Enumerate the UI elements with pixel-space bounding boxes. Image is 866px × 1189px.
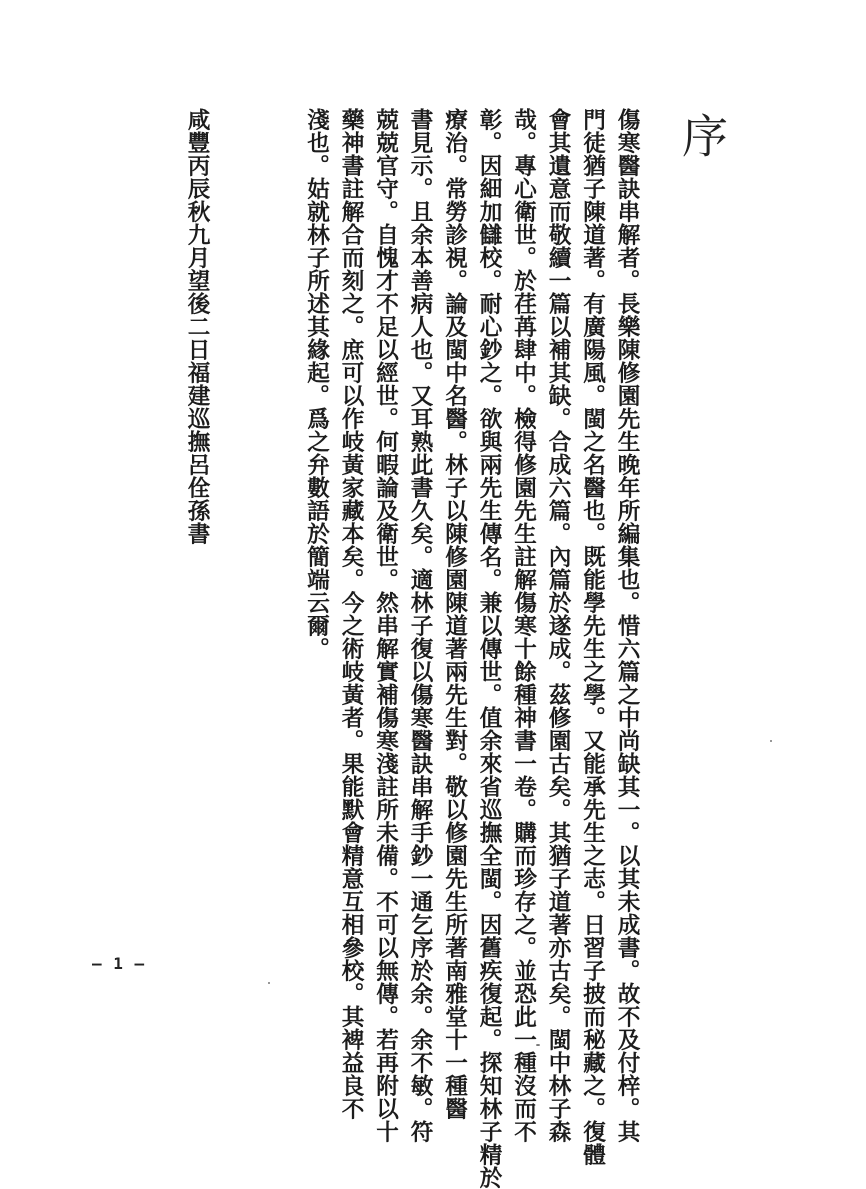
scan-speck bbox=[770, 740, 772, 742]
scan-speck bbox=[536, 1044, 540, 1046]
section-title: 序 bbox=[675, 112, 729, 162]
text-column: 療治。常勞診視。論及閩中名醫。林子以陳修園陳道著兩先生對。敬以修園先生所著南雅堂十一種醫 bbox=[441, 108, 468, 1120]
text-column: 門徒猶子陳道著。有廣陽風。閩之名醫也。既能學先生之學。又能承先生之志。日習子披而秘藏之。復體 bbox=[579, 108, 606, 1166]
text-column: 淺也。姑就林子所述其緣起。爲之弁數語於簡端云爾。 bbox=[303, 108, 330, 660]
text-column: 兢兢官守。自愧才不足以經世。何暇論及衛世。然串解實補傷寒淺註所未備。不可以無傳。若再附以十 bbox=[372, 108, 399, 1143]
page-number: — 1 — bbox=[92, 954, 146, 973]
text-column: 書見示。且余本善病人也。又耳熟此書久矣。適林子復以傷寒醫訣串解手鈔一通乞序於余。余不敏。符 bbox=[407, 108, 433, 1143]
signature-date-line: 咸豐丙辰秋九月望後二日福建巡撫呂佺孫書 bbox=[184, 108, 210, 545]
text-column: 彰。因細加讎校。耐心鈔之。欲與兩先生傳名。兼以傳世。值余來省巡撫全閩。因舊疾復起。探知林子精於 bbox=[476, 108, 502, 1189]
text-column: 哉。專心衛世。於荏苒肆中。檢得修園先生註解傷寒十餘種神書一卷。購而珍存之。並恐此一種沒而不 bbox=[510, 108, 537, 1143]
text-column: 會其遺意而敬續一篇以補其缺。合成六篇。內篇於遂成。茲修園古矣。其猶子道著亦古矣。閩中林子森 bbox=[545, 108, 571, 1143]
preface-body bbox=[299, 108, 644, 1189]
text-column: 傷寒醫訣串解者。長樂陳修園先生晚年所編集也。惜六篇之中尚缺其一。以其未成書。故不及付梓。其 bbox=[614, 108, 640, 1143]
text-column: 藥神書註解合而刻之。庶可以作岐黃家藏本矣。今之術岐黃者。果能默會精意互相參校。其裨益良不 bbox=[338, 108, 364, 1120]
scan-speck bbox=[268, 982, 270, 984]
